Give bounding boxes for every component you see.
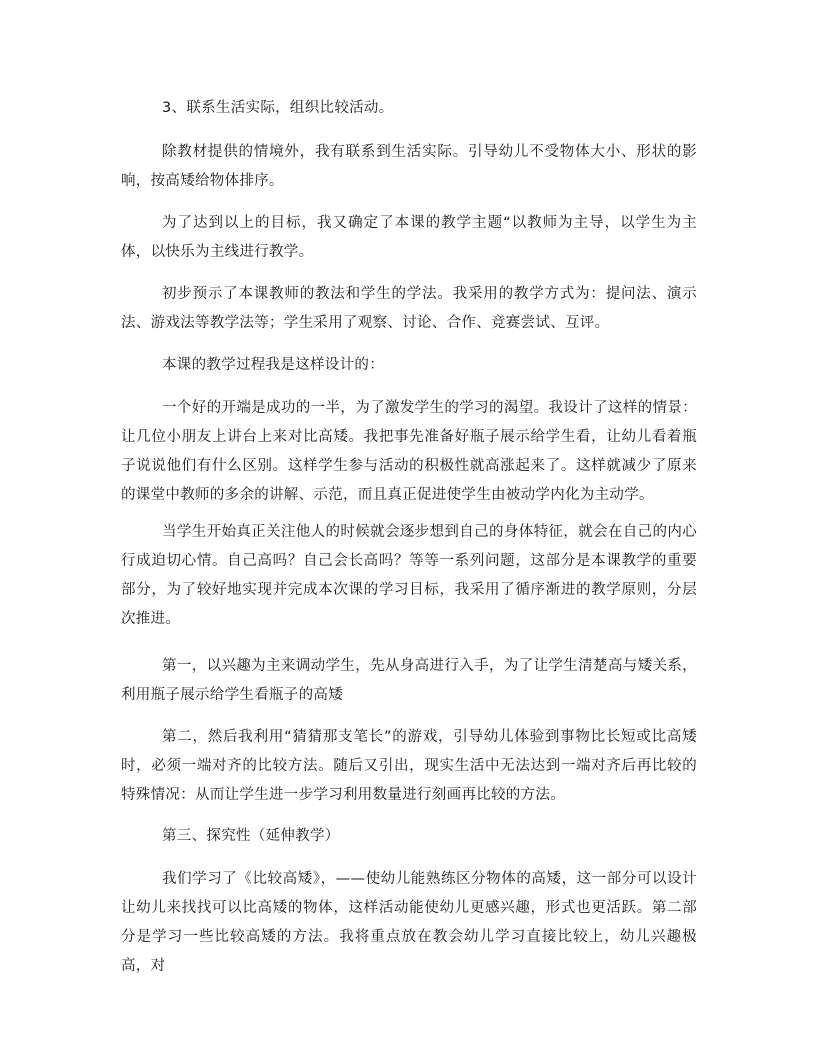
paragraph-10: 第三、探究性（延伸教学）: [162, 828, 340, 844]
paragraph-8: 第一，以兴趣为主来调动学生，先从身高进行入手，为了让学生清楚高与矮关系，利用瓶子展示给学生看瓶子的高矮: [121, 658, 697, 703]
paragraph-5: 本课的教学过程我是这样设计的：: [162, 357, 384, 373]
paragraph-6: 一个好的开端是成功的一半，为了激发学生的学习的渴望。我设计了这样的情景：让几位小朋友上讲台上来对比高矮。我把事先准备好瓶子展示给学生看，让幼儿看着瓶子说说他们有什么区别。这样学生参与活动的积极性就高涨起来了。这样就减少了原来的课堂中教师的多余的讲解、示范，而且真正促进使学生由被动学内化为主动学。: [121, 400, 697, 503]
paragraph-7: 当学生开始真正关注他人的时候就会逐步想到自己的身体特征，就会在自己的内心行成迫切心情。自己高吗？自己会长高吗？等等一系列问题，这部分是本课教学的重要部分，为了较好地实现并完成本次课的学习目标，我采用了循序渐进的教学原则，分层次推进。: [121, 524, 697, 627]
paragraph-3: 为了达到以上的目标，我又确定了本课的教学主题“以教师为主导，以学生为主体，以快乐为主线进行教学。: [121, 215, 697, 260]
paragraph-9: 第二，然后我利用“猜猜那支笔长”的游戏，引导幼儿体验到事物比长短或比高矮时，必须一端对齐的比较方法。随后又引出，现实生活中无法达到一端对齐后再比较的特殊情况：从而让学生进一步学习利用数量进行刻画再比较的方法。: [121, 729, 697, 803]
paragraph-11: 我们学习了《比较高矮》，——使幼儿能熟练区分物体的高矮，这一部分可以设计让幼儿来找找可以比高矮的物体，这样活动能使幼儿更感兴趣，形式也更活跃。第二部分是学习一些比较高矮的方法。我将重点放在教会幼儿学习直接比较上，幼儿兴趣极高，对: [121, 871, 697, 974]
paragraph-4: 初步预示了本课教师的教法和学生的学法。我采用的教学方式为：提问法、演示法、游戏法等教学法等；学生采用了观察、讨论、合作、竞赛尝试、互评。: [121, 286, 697, 331]
paragraph-2: 除教材提供的情境外，我有联系到生活实际。引导幼儿不受物体大小、形状的影响，按高矮给物体排序。: [121, 144, 697, 189]
paragraph-1: 3、联系生活实际，组织比较活动。: [162, 100, 394, 116]
